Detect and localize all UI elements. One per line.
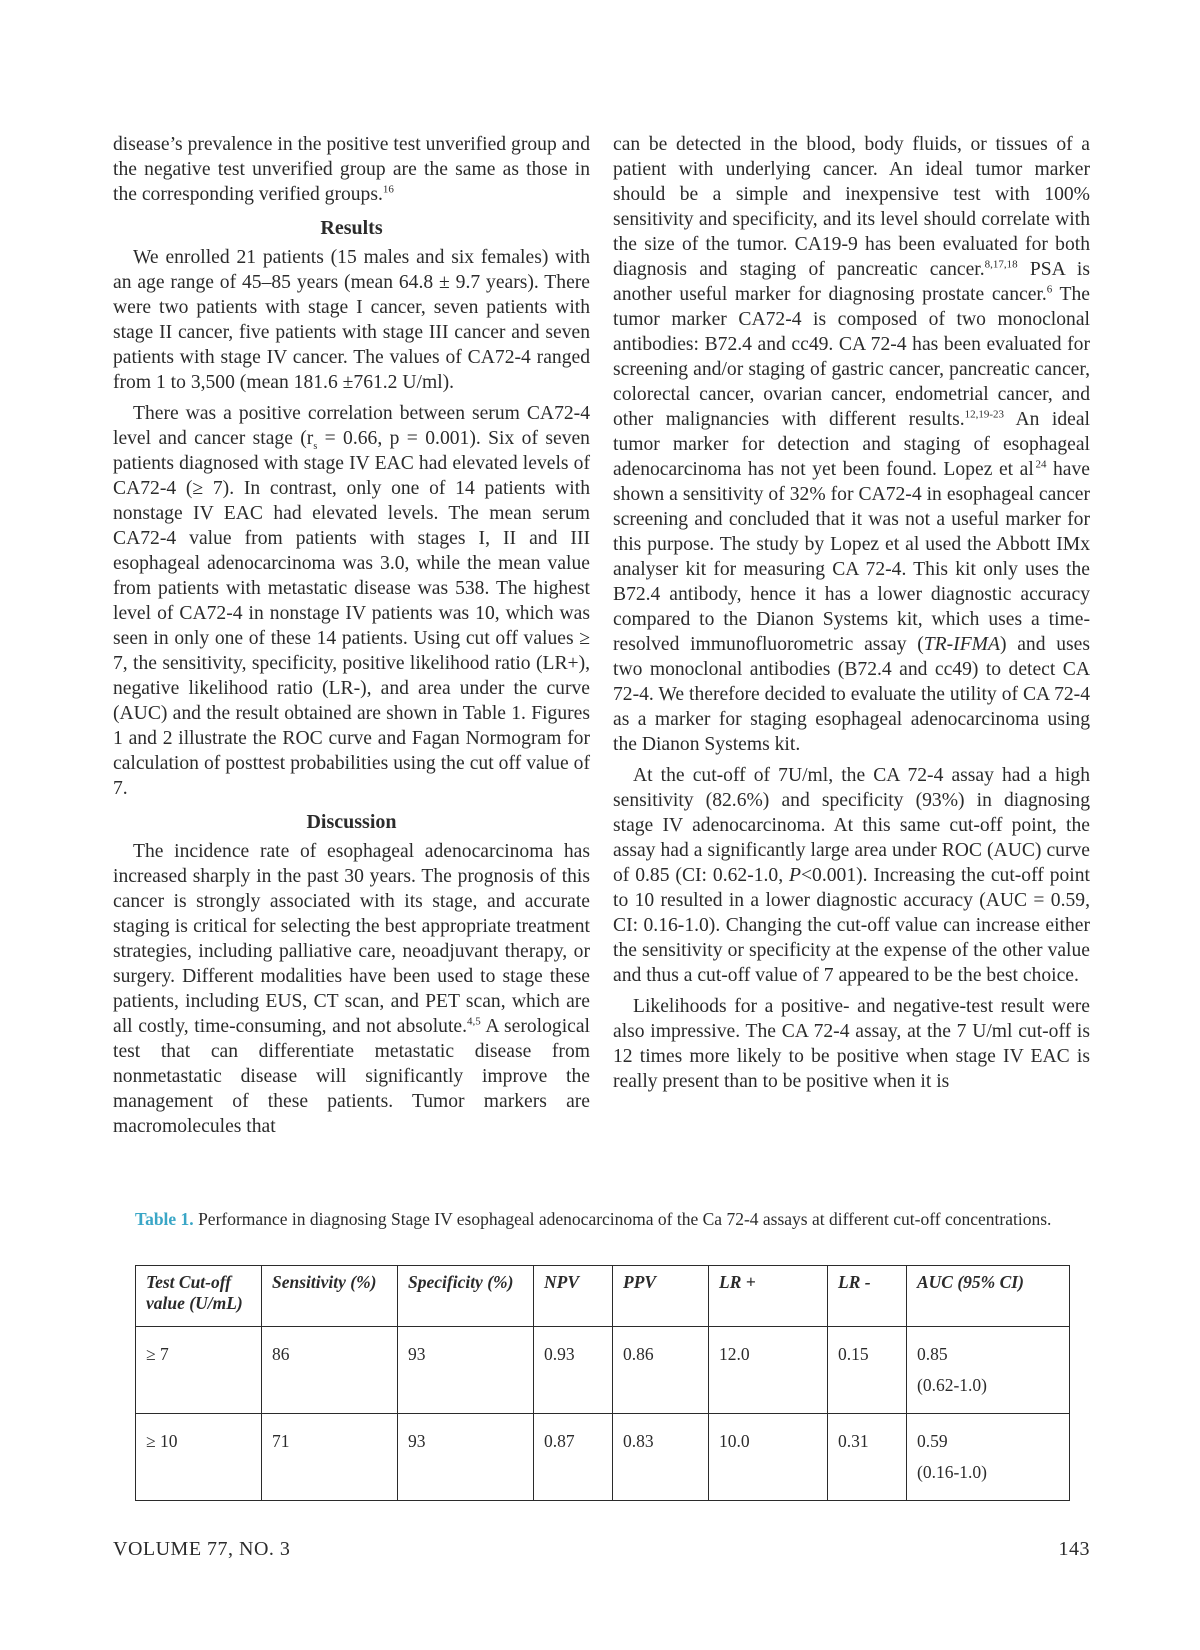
table-cell: 93 xyxy=(398,1414,534,1501)
table-label: Table 1. xyxy=(135,1209,194,1229)
citation: 24 xyxy=(1035,458,1047,471)
table-cell: 0.85 (0.62-1.0) xyxy=(907,1327,1070,1414)
header-cell: PPV xyxy=(613,1266,709,1327)
discussion-paragraph-2: can be detected in the blood, body fluids, or tissues of a patient with underlying cancer. An ideal tumor marker should be a simple and inexpensive test with 100% sensitivity and specificity, and its level should correlate with the size of the tumor. CA19-9 has been evaluated for both diagnosis and staging of pancreatic cancer.$^{8,17,18}$ PSA is another useful marker for diagnosing prostate cancer.$^6$ The tumor marker CA72-4 is composed of two monoclonal antibodies: B72.4 and cc49. CA 72-4 has been evaluated for screening and/or staging of gastric cancer, pancreatic cancer, colorectal cancer, ovarian cancer, endometrial cancer, and other malignancies with different results.$^{12,19-23}$ An ideal tumor marker for detection and staging of esophageal adenocarcinoma has not yet been found. Lopez et al $^{24}$ have shown a sensitivity of 32% for CA72-4 in esophageal cancer screening and concluded that it was not a useful marker for this purpose. The study by Lopez et al used the Abbott IMx analyser kit for measuring CA 72-4. This kit only uses the B72.4 antibody, hence it has a lower diagnostic accuracy compared to the Dianon Systems kit, which uses a time-resolved immunofluorometric assay (TR-IFMA) and uses two monoclonal antibodies (B72.4 and cc49) to detect CA 72-4. We therefore decided to evaluate the utility of CA 72-4 as a marker for staging esophageal adenocarcinoma using the Dianon Systems kit. xyxy=(613,134,1090,755)
journal-volume: VOLUME 77, NO. 3 xyxy=(113,1538,291,1560)
intro-paragraph: disease’s prevalence in the positive test unverified group and the negative test unverified group are the same as those in the corresponding verified groups.$^{16}$ xyxy=(113,134,590,205)
table-cell: 0.86 xyxy=(613,1327,709,1414)
page-number: 143 xyxy=(1058,1538,1090,1560)
table-cell: ≥ 7 xyxy=(136,1327,262,1414)
results-paragraph-1: We enrolled 21 patients (15 males and six females) with an age range of 45–85 years (mean 64.8 ± 9.7 years). There were two patients with stage I cancer, seven patients with stage II cancer, five patients with stage III cancer and seven patients with stage IV cancer. The values of CA72-4 ranged from 1 to 3,500 (mean 181.6 ±761.2 U/ml). xyxy=(113,247,590,393)
performance-table xyxy=(135,1265,1070,1501)
table-cell: 86 xyxy=(262,1327,398,1414)
header-cell: AUC (95% CI) xyxy=(907,1266,1070,1327)
header-cell: LR + xyxy=(709,1266,828,1327)
table-cell: 0.15 xyxy=(828,1327,907,1414)
header-cell: LR - xyxy=(828,1266,907,1327)
citation: 8,17,18 xyxy=(984,258,1018,271)
discussion-paragraph-1: The incidence rate of esophageal adenocarcinoma has increased sharply in the past 30 years. The prognosis of this cancer is strongly associated with its stage, and accurate staging is critical for selecting the best appropriate treatment strategies, including palliative care, neoadjuvant therapy, or surgery. Different modalities have been used to stage these patients, including EUS, CT scan, and PET scan, which are all costly, time-consuming, and not absolute.$^{4,5}$ A serological test that can differentiate metastatic disease from nonmetastatic disease will significantly improve the management of these patients. Tumor markers are macromolecules that xyxy=(113,841,590,1137)
header-cell: Sensitivity (%) xyxy=(262,1266,398,1327)
left-column xyxy=(113,132,590,1139)
table-cell: 0.93 xyxy=(534,1327,613,1414)
table-cell: 0.87 xyxy=(534,1414,613,1501)
table-cell: 12.0 xyxy=(709,1327,828,1414)
table-cell: 0.83 xyxy=(613,1414,709,1501)
citation: 6 xyxy=(1046,283,1053,296)
table-row xyxy=(136,1414,1070,1501)
table-cell: 93 xyxy=(398,1327,534,1414)
citation: 4,5 xyxy=(467,1015,481,1028)
right-column xyxy=(613,132,1090,1094)
discussion-paragraph-3: At the cut-off of 7U/ml, the CA 72-4 assay had a high sensitivity (82.6%) and specificity (93%) in diagnosing stage IV adenocarcinoma. At this same cut-off point, the assay had a significantly large area under ROC (AUC) curve of 0.85 (CI: 0.62-1.0, P<0.001). Increasing the cut-off point to 10 resulted in a lower diagnostic accuracy (AUC = 0.59, CI: 0.16-1.0). Changing the cut-off value can increase either the sensitivity or specificity at the expense of the other value and thus a cut-off value of 7 appeared to be the best choice. xyxy=(613,765,1090,986)
table-cell: 0.59 (0.16-1.0) xyxy=(907,1414,1070,1501)
header-cell: Test Cut-off value (U/mL) xyxy=(136,1266,262,1327)
table-cell: 10.0 xyxy=(709,1414,828,1501)
results-heading: Results xyxy=(320,217,383,239)
discussion-paragraph-4: Likelihoods for a positive- and negative-test result were also impressive. The CA 72-4 assay, at the 7 U/ml cut-off is 12 times more likely to be positive when stage IV EAC is really present than to be positive when it is xyxy=(613,996,1090,1092)
citation: 12,19-23 xyxy=(964,408,1005,421)
discussion-heading: Discussion xyxy=(306,811,397,833)
table-caption: Table 1. Performance in diagnosing Stage IV esophageal adenocarcinoma of the Ca 72-4 assays at different cut-off concentrations. xyxy=(135,1209,1052,1229)
citation: 16 xyxy=(382,183,394,196)
table-cell: 71 xyxy=(262,1414,398,1501)
results-paragraph-2: There was a positive correlation between serum CA72-4 level and cancer stage ($r_s = 0.66$, p = 0.001). Six of seven patients diagnosed with stage IV EAC had elevated levels of CA72-4 (≥ 7). In contrast, only one of 14 patients with nonstage IV EAC had elevated levels. The mean serum CA72-4 value from patients with stages I, II and III esophageal adenocarcinoma was 3.0, while the mean value from patients with metastatic disease was 538. The highest level of CA72-4 in nonstage IV patients was 10, which was seen in only one of these 14 patients. Using cut off values ≥ 7, the sensitivity, specificity, positive likelihood ratio (LR+), negative likelihood ratio (LR-), and area under the curve (AUC) and the result obtained are shown in Table 1. Figures 1 and 2 illustrate the ROC curve and Fagan Normogram for calculation of posttest probabilities using the cut off value of 7. xyxy=(113,403,590,799)
header-cell: Specificity (%) xyxy=(398,1266,534,1327)
header-cell: NPV xyxy=(534,1266,613,1327)
table-row xyxy=(136,1327,1070,1414)
table-header-row xyxy=(136,1266,1070,1327)
table-cell: ≥ 10 xyxy=(136,1414,262,1501)
table-cell: 0.31 xyxy=(828,1414,907,1501)
